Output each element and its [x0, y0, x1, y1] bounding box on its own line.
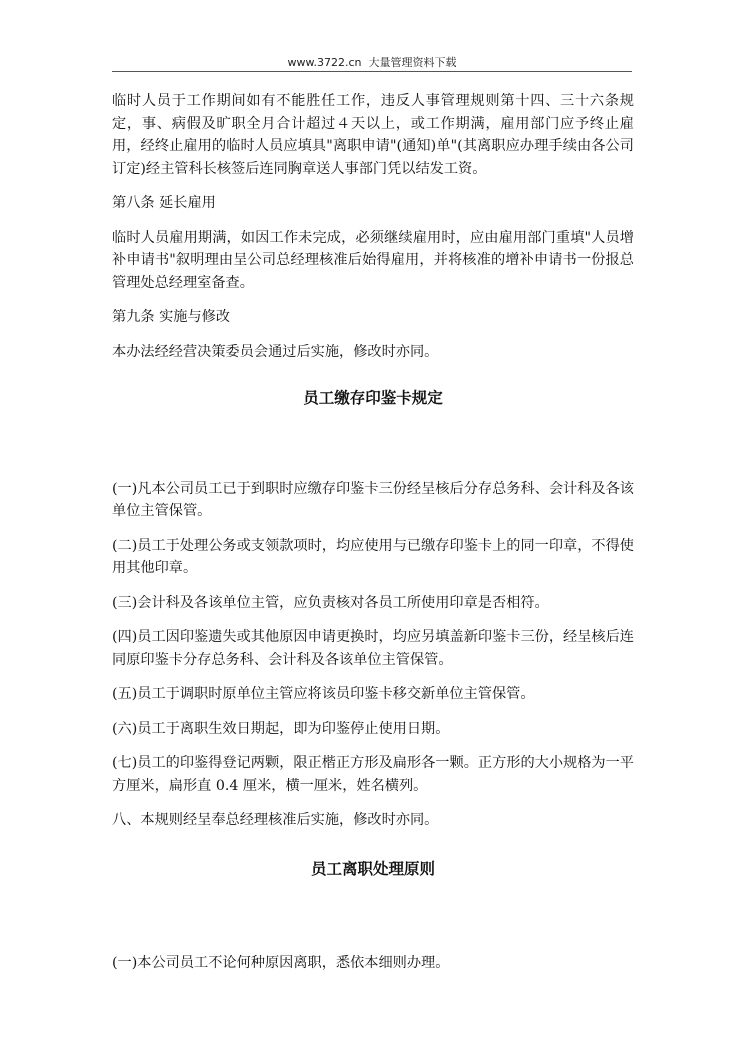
paragraph: 本办法经经营决策委员会通过后实施，修改时亦同。 [112, 343, 439, 360]
list-item: (七)员工的印鉴得登记两颗，限正楷正方形及扁形各一颗。正方形的大小规格为一平方厘米，扁形直 0.4 厘米，横一厘米，姓名横列。 [112, 755, 634, 794]
list-item: 八、本规则经呈奉总经理核准后实施，修改时亦同。 [112, 812, 439, 828]
list-item: (一)本公司员工不论何种原因离职，悉依本细则办理。 [112, 955, 450, 971]
page-header [0, 54, 744, 70]
header-site: www.3722.cn [287, 56, 362, 69]
list-item: (二)员工于处理公务或支领款项时，均应使用与已缴存印鉴卡上的同一印章，不得使用其他印章。 [112, 537, 634, 576]
header-divider [112, 71, 632, 72]
section-title: 员工缴存印鉴卡规定 [303, 389, 443, 407]
list-item: (一)凡本公司员工已于到职时应缴存印鉴卡三份经呈核后分存总务科、会计科及各该单位主管保管。 [112, 480, 634, 519]
list-item: (四)员工因印鉴遗失或其他原因申请更换时，均应另填盖新印鉴卡三份，经呈核后连同原印鉴卡分存总务科、会计科及各该单位主管保管。 [112, 629, 634, 668]
list-item: (五)员工于调职时原单位主管应将该员印鉴卡移交新单位主管保管。 [112, 686, 535, 702]
paragraph: 临时人员雇用期满，如因工作未完成，必须继续雇用时，应由雇用部门重填"人员增补申请书"叙明理由呈公司总经理核准后始得雇用，并将核准的增补申请书一份报总管理处总经理室备查。 [112, 229, 634, 291]
list-item: (六)员工于离职生效日期起，即为印鉴停止使用日期。 [112, 720, 450, 737]
list-item: (三)会计科及各该单位主管，应负责核对各员工所使用印章是否相符。 [112, 594, 549, 611]
document-body [112, 90, 634, 975]
section-title: 员工离职处理原则 [310, 859, 435, 878]
article-heading: 第八条 延长雇用 [112, 195, 216, 211]
paragraph: 临时人员于工作期间如有不能胜任工作，违反人事管理规则第十四、三十六条规定，事、病假及旷职全月合计超过４天以上，或工作期满，雇用部门应予终止雇用，经终止雇用的临时人员应填具"离职申请"(通知)单"(其离职应办理手续由各公司订定)经主管科长核签后连同胸章送人事部门凭以结发工资。 [112, 93, 634, 177]
header-tagline: 大量管理资料下载 [368, 56, 457, 69]
article-heading: 第九条 实施与修改 [112, 309, 231, 325]
